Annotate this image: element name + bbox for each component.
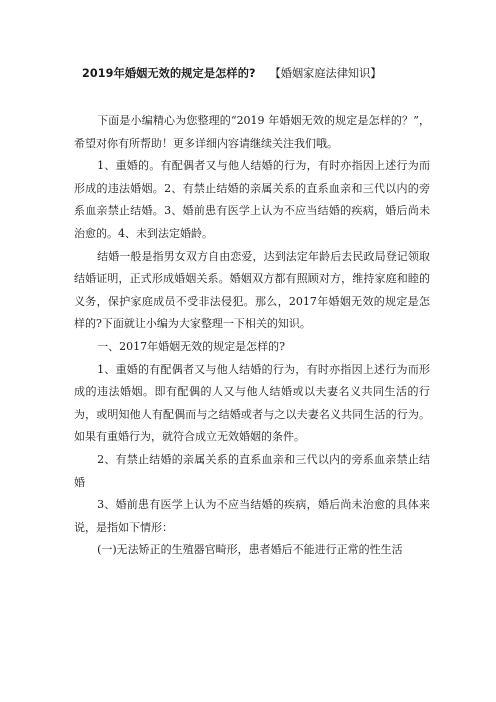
paragraph-summary-list: 1、重婚的。有配偶者又与他人结婚的行为，有时亦指因上述行为而形成的违法婚姻。2、有禁止结婚的亲属关系的直系血亲和三代以内的旁系血亲禁止结婚。3、婚前患有医学上认为不应当结婚的疾病，婚后尚未治愈的。4、未到法定婚龄。 xyxy=(74,159,430,240)
paragraph-disease: 3、婚前患有医学上认为不应当结婚的疾病，婚后尚未治愈的具体来说，是指如下情形： xyxy=(74,498,430,534)
paragraph-malformation: (一)无法矫正的生殖器官畸形，患者婚后不能进行正常的性生活 xyxy=(97,543,403,557)
title-text: 2019年婚姻无效的规定是怎样的? xyxy=(82,67,256,80)
document-body xyxy=(74,110,430,562)
paragraph-background: 结婚一般是指男女双方自由恋爱，达到法定年龄后去民政局登记领取结婚证明，正式形成婚姻关系。婚姻双方都有照顾对方，维持家庭和睦的义务，保护家庭成员不受非法侵犯。那么，2017年婚姻无效的规定是怎样的?下面就让小编为大家整理一下相关的知识。 xyxy=(74,249,430,331)
paragraph-bigamy: 1、重婚的有配偶者又与他人结婚的行为，有时亦指因上述行为而形成的违法婚姻。即有配偶的人又与他人结婚或以夫妻名义共同生活的行为，或明知他人有配偶而与之结婚或者与之以夫妻名义共同生活的行为。如果有重婚行为，就符合成立无效婚姻的条件。 xyxy=(74,362,430,444)
section-heading: 一、2017年婚姻无效的规定是怎样的? xyxy=(97,339,285,353)
category-tag: 【婚姻家庭法律知识】 xyxy=(269,67,382,80)
paragraph-intro: 下面是小编精心为您整理的“2019 年婚姻无效的规定是怎样的？”，希望对你有所帮助！更多详细内容请继续关注我们哦。 xyxy=(74,114,430,150)
document-title xyxy=(82,67,422,81)
paragraph-prohibited-kinship: 2、有禁止结婚的亲属关系的直系血亲和三代以内的旁系血亲禁止结婚 xyxy=(74,452,430,489)
